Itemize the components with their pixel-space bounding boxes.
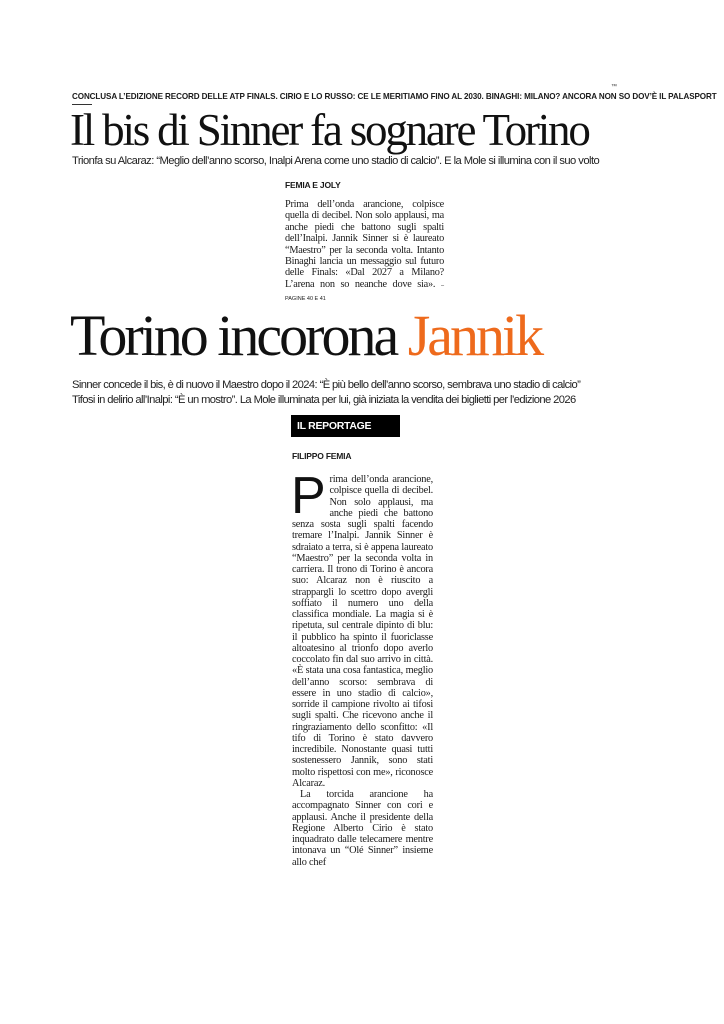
story2-sub-line2: Tifosi in delirio all’Inalpi: “È un mostro”. La Mole illuminata per lui, già iniziata la vendita dei biglietti per l’edizione 2026: [72, 393, 576, 406]
article-paragraph: [291, 467, 433, 789]
article-body: [291, 467, 433, 868]
story2-subheadline: [72, 378, 672, 407]
headline-main: Torino incorona: [70, 303, 408, 368]
story1-byline: FEMIA E JOLY: [285, 180, 341, 190]
story2-sub-line1: Sinner concede il bis, è di nuovo il Maestro dopo il 2024: “È più bello dell’anno scorso, sembrava uno stadio di calcio”: [72, 379, 581, 391]
story2-headline: [70, 303, 670, 369]
headline-accent: Jannik: [407, 303, 542, 368]
story1-subheadline: Trionfa su Alcaraz: “Meglio dell’anno scorso, Inalpi Arena come uno stadio di calcio”. E la Mole si illumina con il suo volto: [72, 155, 600, 167]
article-paragraph: La torcida arancione ha accompagnato Sinner con cori e applausi. Anche il presidente della Regione Alberto Cirio è stato inquadrato dalle telecamere mentre intonava un “Olé Sinner” insieme allo chef: [292, 789, 433, 868]
trademark-mark: ™: [611, 84, 617, 90]
page-reference: – PAGINE 40 E 41: [285, 282, 445, 303]
paragraph-text: rima dell’onda arancione, colpisce quella di decibel. Non solo applausi, ma anche piedi che battono senza sosta sugli spalti facendo tremare l’Inalpi. Jannik Sinner è sdraiato a terra, si è appena laureato “Maestro” per la seconda volta in carriera. Il trono di Torino è ancora suo: Alcaraz non è riuscito a strappargli lo scettro dopo avergli soffiato il numero uno della classifica mondiale. La magia si è ripetuta, sul centrale dipinto di blu: il pubblico ha spinto il fuoriclasse altoatesino al trionfo dopo averlo coccolato fin dal suo arrivo in città. «È stata una cosa fantastica, meglio dell’anno scorso: sembrava di essere in uno stadio di calcio», sorride il campione rivolto ai tifosi sugli spalti. Che ricevono anche il ringraziamento dello sconfitto: «Il tifo di Torino è stato davvero incredibile. Nonostante quasi tutti sostenessero Jannik, sono stati molto rispettosi con me», riconosce Alcaraz.: [292, 474, 433, 789]
story2-byline: FILIPPO FEMIA: [292, 451, 352, 461]
kicker-line: CONCLUSA L’EDIZIONE RECORD DELLE ATP FINALS. CIRIO E LO RUSSO: CE LE MERITIAMO FINO AL 2030. BINAGHI: MILANO? ANCORA NON SO DOV’È IL PALASPORT: [72, 92, 717, 101]
story1-summary: [285, 199, 444, 306]
drop-cap: P: [291, 467, 326, 525]
story1-summary-text: Prima dell’onda arancione, colpisce quella di decibel. Non solo applausi, ma anche piedi che battono sugli spalti dell’Inalpi. Jannik Sinner si è laureato “Maestro” per la seconda volta. Intanto Binaghi lancia un messaggio sul futuro delle Finals: «Dal 2027 a Milano? L’arena non so neanche dove sia».: [285, 199, 444, 290]
story1-headline: Il bis di Sinner fa sognare Torino: [70, 105, 589, 155]
section-tag: IL REPORTAGE: [291, 415, 400, 437]
